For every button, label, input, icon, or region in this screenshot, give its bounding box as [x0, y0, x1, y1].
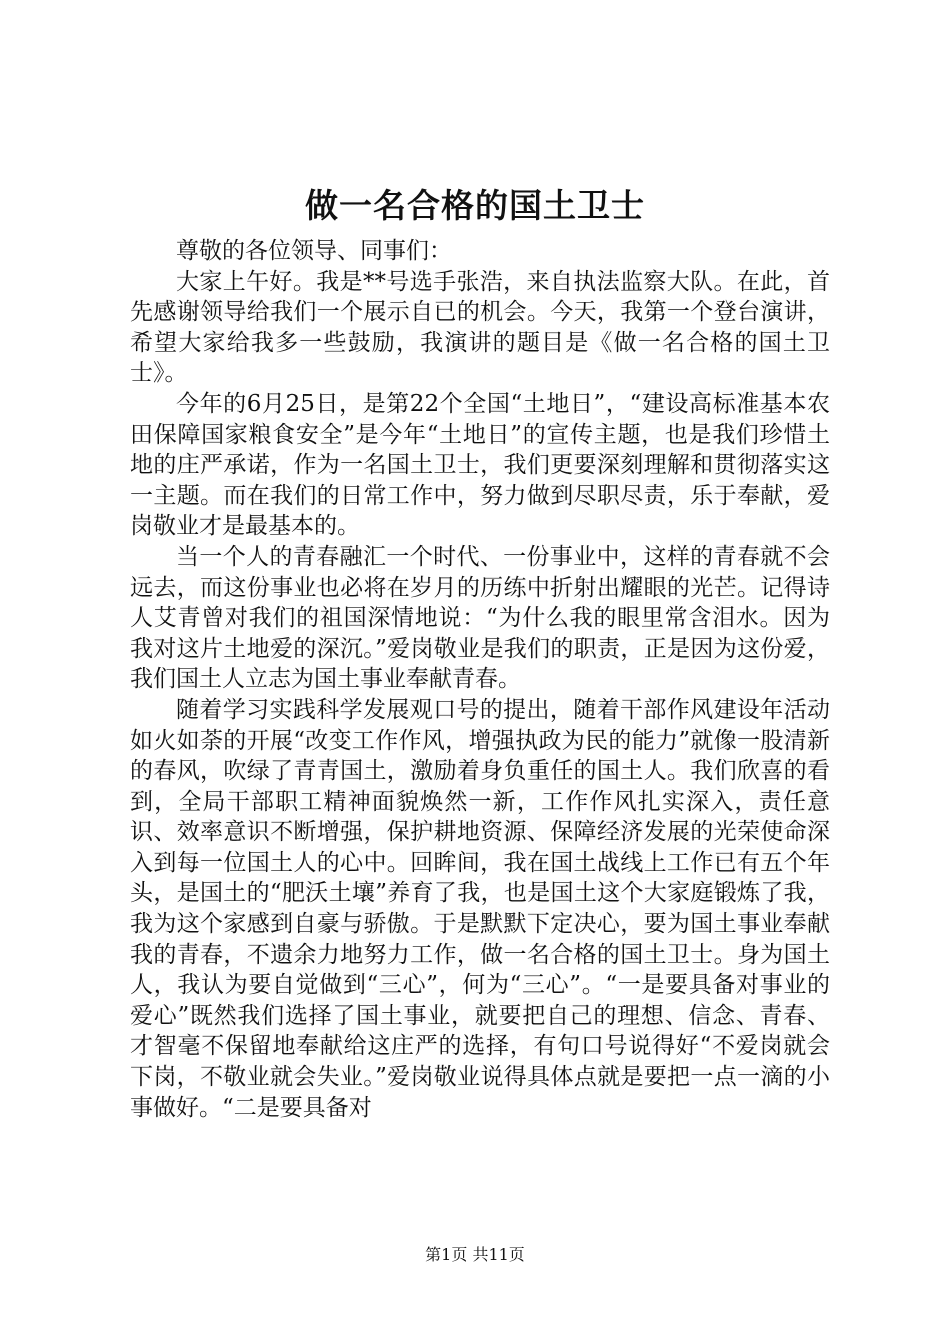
paragraph-introduction: 大家上午好。我是**号选手张浩，来自执法监察大队。在此，首先感谢领导给我们一个展示自已的机会。今天，我第一个登台演讲，希望大家给我多一些鼓励，我演讲的题目是《做一名合格的国土卫士》。 — [130, 268, 830, 387]
page-footer: 第1页 共11页 — [425, 1245, 525, 1264]
document-title: 做一名合格的国土卫士 — [305, 186, 645, 225]
paragraph-land-day: 今年的6月25日，是第22个全国“土地日”，“建设高标准基本农田保障国家粮食安全”是今年“土地日”的宣传主题，也是我们珍惜土地的庄严承诺，作为一名国土卫士，我们更要深刻理解和贯彻落实这一主题。而在我们的日常工作中，努力做到尽职尽责，乐于奉献，爱岗敬业才是最基本的。 — [130, 390, 830, 540]
document-body — [130, 236, 830, 1123]
paragraph-youth: 当一个人的青春融汇一个时代、一份事业中，这样的青春就不会远去，而这份事业也必将在岁月的历练中折射出耀眼的光芒。记得诗人艾青曾对我们的祖国深情地说：“为什么我的眼里常含泪水。因为我对这片土地爱的深沉。”爱岗敬业是我们的职责，正是因为这份爱，我们国土人立志为国土事业奉献青春。 — [130, 543, 830, 693]
paragraph-work-style: 随着学习实践科学发展观口号的提出，随着干部作风建设年活动如火如荼的开展“改变工作作风，增强执政为民的能力”就像一股清新的春风，吹绿了青青国土，激励着身负重任的国土人。我们欣喜的看到，全局干部职工精神面貌焕然一新，工作作风扎实深入，责任意识、效率意识不断增强，保护耕地资源、保障经济发展的光荣使命深入到每一位国土人的心中。回眸间，我在国土战线上工作已有五个年头，是国土的“肥沃土壤”养育了我，也是国土这个大家庭锻炼了我，我为这个家感到自豪与骄傲。于是默默下定决心，要为国土事业奉献我的青春，不遗余力地努力工作，做一名合格的国土卫士。身为国土人，我认为要自觉做到“三心”，何为“三心”。“一是要具备对事业的爱心”既然我们选择了国土事业，就要把自己的理想、信念、青春、才智毫不保留地奉献给这庄严的选择，有句口号说得好“不爱岗就会下岗，不敬业就会失业。”爱岗敬业说得具体点就是要把一点一滴的小事做好。“二是要具备对 — [130, 696, 830, 1121]
paragraph-salutation: 尊敬的各位领导、同事们： — [176, 238, 452, 264]
